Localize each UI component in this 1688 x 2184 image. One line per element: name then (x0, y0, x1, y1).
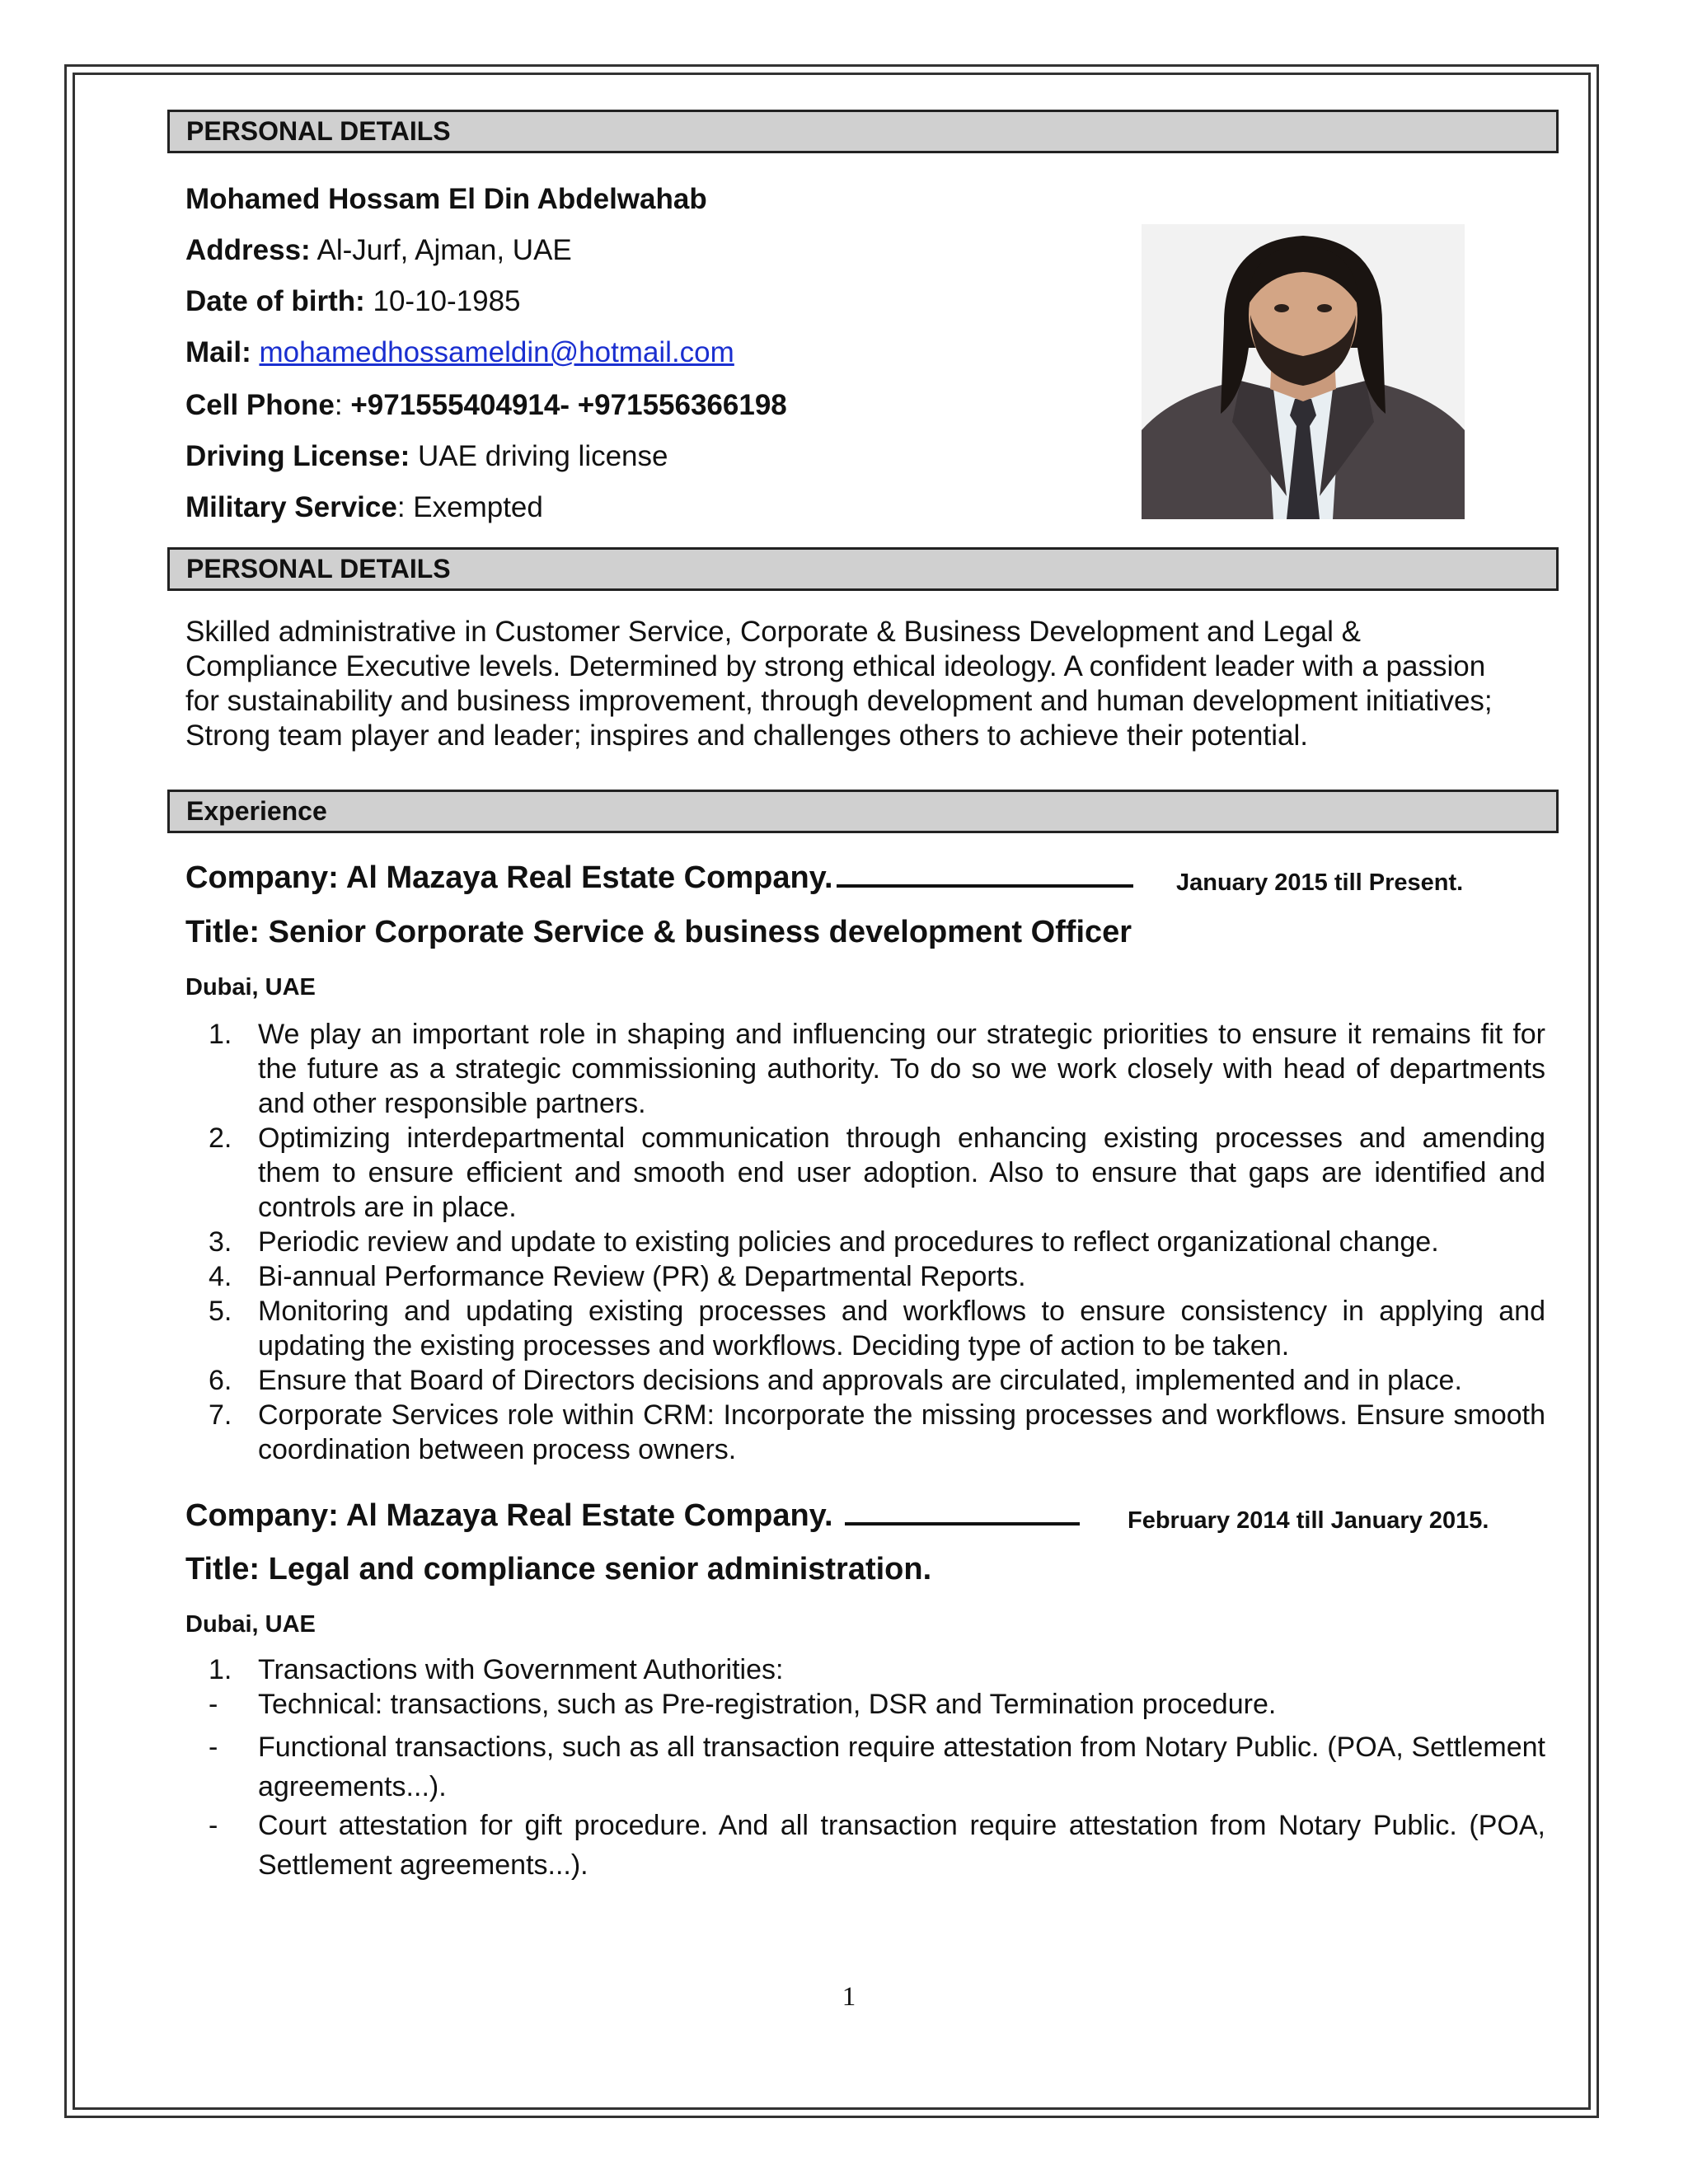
mail-label: Mail: (185, 336, 251, 368)
job-2-location: Dubai, UAE (185, 1611, 316, 1638)
list-item-number: - (209, 1810, 218, 1841)
candidate-name: Mohamed Hossam El Din Abdelwahab (185, 183, 707, 215)
job-1-company-text: Company: Al Mazaya Real Estate Company. (185, 860, 833, 895)
mail-line (185, 336, 734, 369)
job-2-title: Title: Legal and compliance senior administration. (185, 1552, 932, 1586)
summary-paragraph (185, 615, 1545, 753)
dob-label: Date of birth: (185, 285, 365, 317)
section-header-experience: Experience (167, 790, 1559, 833)
job-2-company-text: Company: Al Mazaya Real Estate Company. (185, 1498, 833, 1533)
job-1-title: Title: Senior Corporate Service & business development Officer (185, 915, 1132, 949)
address-label: Address: (185, 234, 311, 266)
list-item-text: Optimizing interdepartmental communication through enhancing existing processes and amending them to ensure efficient and smooth end user adoption. Also to ensure that gaps are identified and controls are in place. (258, 1122, 1545, 1223)
list-item-text: Transactions with Government Authorities: (258, 1654, 784, 1685)
phone-value: +971555404914- +971556366198 (350, 389, 787, 421)
list-item-text: We play an important role in shaping and influencing our strategic priorities to ensure it remains fit for the future as a strategic commissioning authority. To do so we work closely with head of departments and other responsible partners. (258, 1019, 1545, 1119)
list-item-text: Bi-annual Performance Review (PR) & Departmental Reports. (258, 1261, 1026, 1292)
list-item-number: 5. (209, 1296, 232, 1327)
list-item-text: Functional transactions, such as all transaction require attestation from Notary Public. (POA, Settlement agreements...). (258, 1732, 1545, 1802)
military-label: Military Service (185, 491, 397, 523)
phone-label: Cell Phone (185, 389, 335, 421)
list-item-number: - (209, 1689, 218, 1720)
list-item-number: 6. (209, 1365, 232, 1396)
list-item-number: - (209, 1732, 218, 1763)
military-value: : Exempted (396, 491, 543, 523)
dob-value: 10-10-1985 (364, 285, 521, 317)
address-value: Al-Jurf, Ajman, UAE (310, 234, 572, 266)
list-item-number: 7. (209, 1399, 232, 1431)
email-link[interactable]: mohamedhossameldin@hotmail.com (259, 336, 734, 368)
license-value: UAE driving license (410, 440, 668, 472)
phone-line (185, 389, 787, 422)
list-item-number: 4. (209, 1261, 232, 1292)
job-2-dates: February 2014 till January 2015. (1128, 1507, 1489, 1534)
list-item-text: Periodic review and update to existing policies and procedures to reflect organizational change. (258, 1226, 1439, 1258)
section-header-personal-details-summary: PERSONAL DETAILS (167, 547, 1559, 591)
license-line (185, 440, 668, 473)
summary-line: Strong team player and leader; inspires and challenges others to achieve their potential. (185, 719, 1308, 752)
military-line (185, 491, 543, 524)
list-item-number: 1. (209, 1019, 232, 1050)
phone-sep: : (334, 389, 351, 421)
list-item-text: Ensure that Board of Directors decisions and approvals are circulated, implemented and in place. (258, 1365, 1462, 1396)
summary-line: Skilled administrative in Customer Service, Corporate & Business Development and Legal & (185, 616, 1361, 648)
summary-line: Compliance Executive levels. Determined by strong ethical ideology. A confident leader with a passion (185, 650, 1486, 682)
profile-photo (1142, 224, 1465, 519)
job-1-company (185, 860, 1133, 896)
section-header-personal-details: PERSONAL DETAILS (167, 110, 1559, 153)
summary-line: for sustainability and business improvement, through development and human development initiatives; (185, 685, 1493, 717)
job-2-underline (845, 1497, 1080, 1526)
list-item-text: Monitoring and updating existing processes and workflows to ensure consistency in applying and updating the existing processes and workflows. Deciding type of action to be taken. (258, 1296, 1545, 1361)
list-item-number: 1. (209, 1654, 232, 1685)
list-item-text: Corporate Services role within CRM: Incorporate the missing processes and workflows. Ensure smooth coordination between process owners. (258, 1399, 1545, 1465)
list-item-text: Court attestation for gift procedure. And all transaction require attestation from Notary Public. (POA, Settlement agreements...). (258, 1810, 1545, 1881)
job-1-underline (837, 860, 1133, 888)
job-1-location: Dubai, UAE (185, 974, 316, 1001)
page-number: 1 (842, 1982, 856, 2012)
license-label: Driving License: (185, 440, 410, 472)
list-item-text: Technical: transactions, such as Pre-registration, DSR and Termination procedure. (258, 1689, 1277, 1720)
job-2-company (185, 1497, 1080, 1534)
list-item-number: 3. (209, 1226, 232, 1258)
dob-line (185, 285, 521, 318)
list-item-number: 2. (209, 1122, 232, 1154)
address-line (185, 234, 572, 267)
job-1-dates: January 2015 till Present. (1176, 869, 1464, 896)
